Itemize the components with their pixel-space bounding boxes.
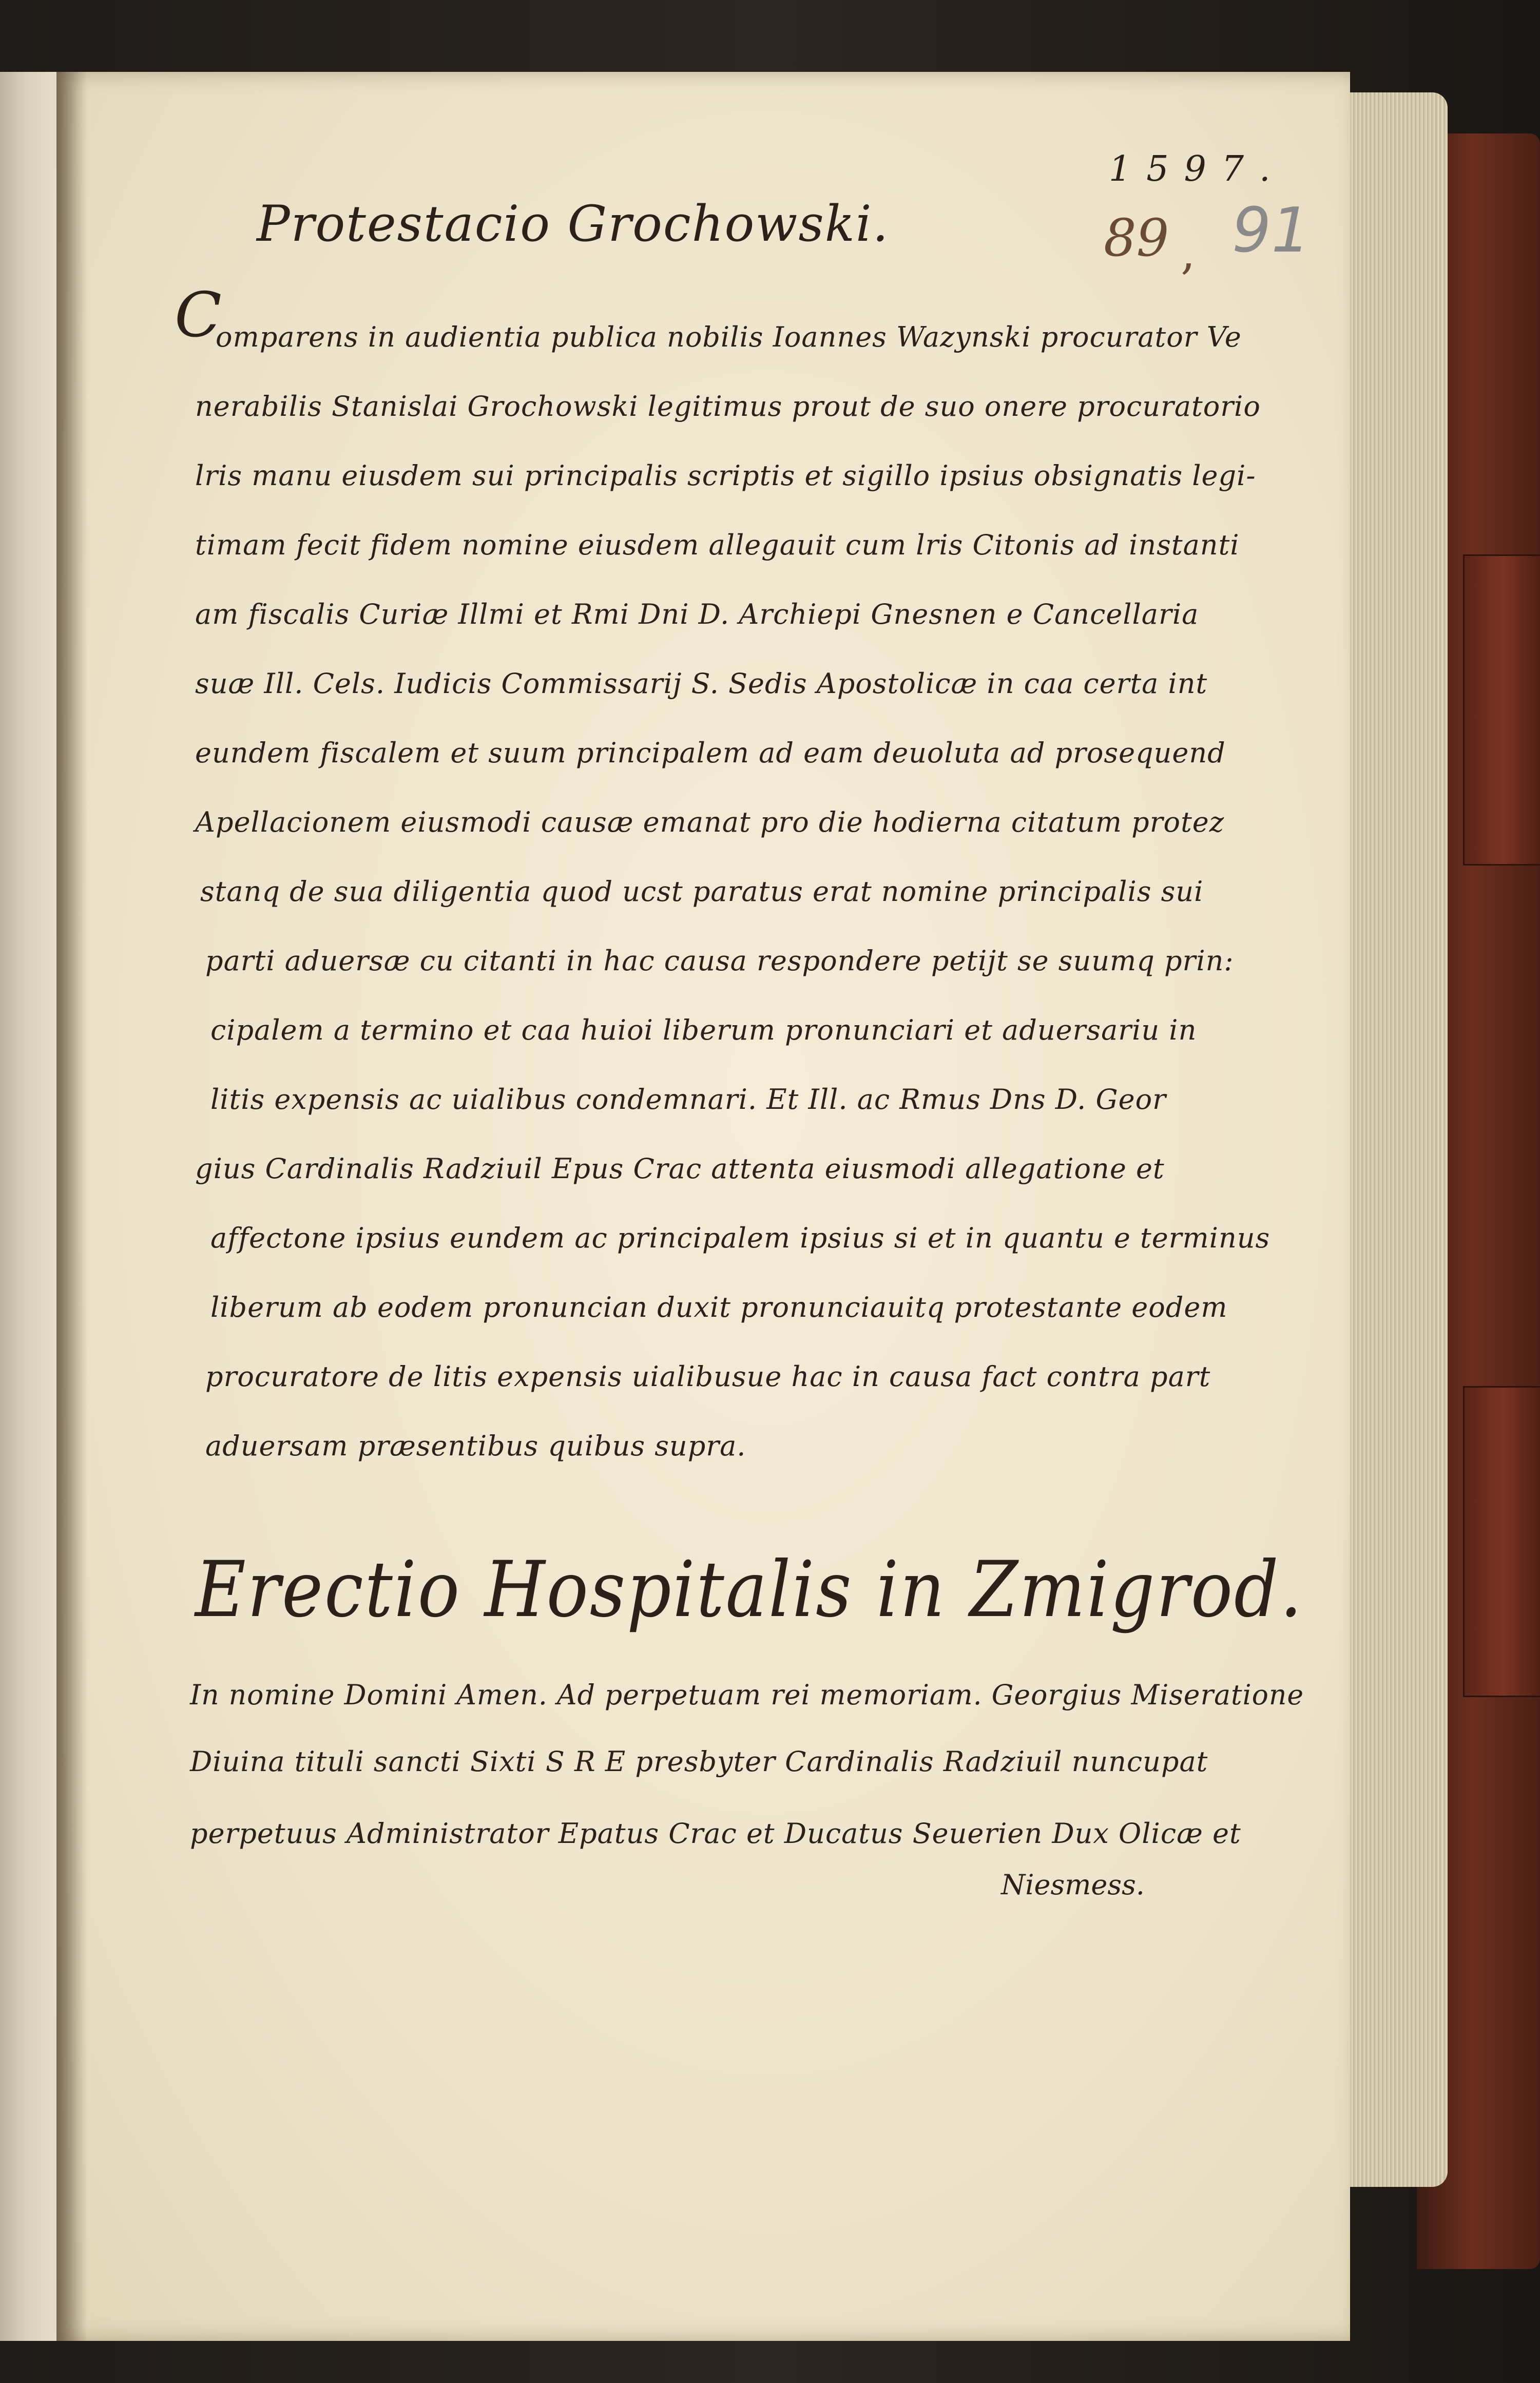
initial-letter: C (175, 280, 222, 351)
text-line: liberum ab eodem pronuncian duxit pronunciauitq protestante eodem (210, 1291, 1228, 1323)
folio-number-new: 91 (1232, 195, 1311, 266)
text-line: Diuina tituli sancti Sixti S R E presbyter Cardinalis Radziuil nuncupat (190, 1745, 1208, 1778)
section-title-erectio: Erectio Hospitalis in Zmigrod. (195, 1545, 1304, 1635)
text-line: eundem fiscalem et suum principalem ad eam deuoluta ad prosequend (195, 737, 1226, 769)
clasp-strap-lower (1463, 1386, 1540, 1697)
clasp-strap-upper (1463, 554, 1540, 866)
text-line: Apellacionem eiusmodi causæ emanat pro die hodierna citatum protez (195, 806, 1225, 838)
page-gutter-shadow (56, 72, 87, 2341)
text-line: timam fecit fidem nomine eiusdem allegauit cum lris Citonis ad instanti (195, 529, 1240, 561)
text-line: stanq de sua diligentia quod ucst paratus erat nomine principalis sui (200, 875, 1204, 908)
text-line: gius Cardinalis Radziuil Epus Crac attenta eiusmodi allegatione et (195, 1152, 1165, 1185)
text-line: aduersam præsentibus quibus supra. (205, 1430, 746, 1462)
text-line: affectone ipsius eundem ac principalem ipsius si et in quantu e terminus (210, 1222, 1270, 1254)
text-line: nerabilis Stanislai Grochowski legitimus prout de suo onere procuratorio (195, 390, 1261, 422)
text-line: omparens in audientia publica nobilis Ioannes Wazynski procurator Ve (216, 321, 1242, 353)
text-line: litis expensis ac uialibus condemnari. Et Ill. ac Rmus Dns D. Geor (210, 1083, 1166, 1116)
page-edges (1335, 92, 1448, 2187)
text-line: am fiscalis Curiæ Illmi et Rmi Dni D. Archiepi Gnesnen e Cancellaria (195, 598, 1199, 630)
text-line: cipalem a termino et caa huioi liberum pronunciari et aduersariu in (210, 1014, 1197, 1046)
previous-page-edge (0, 72, 64, 2341)
section-title-protestacio: Protestacio Grochowski. (257, 195, 890, 253)
text-line: perpetuus Administrator Epatus Crac et Ducatus Seuerien Dux Olicæ et (190, 1817, 1241, 1850)
text-line: procuratore de litis expensis uialibusue hac in causa fact contra part (205, 1360, 1211, 1393)
text-line: suæ Ill. Cels. Iudicis Commissarij S. Sedis Apostolicæ in caa certa int (195, 667, 1208, 700)
folio-number-old: 89 (1104, 208, 1169, 268)
year-annotation: 1597. (1109, 149, 1286, 189)
text-line: lris manu eiusdem sui principalis scriptis et sigillo ipsius obsignatis legi- (195, 459, 1256, 492)
text-line: parti aduersæ cu citanti in hac causa respondere petijt se suumq prin: (205, 945, 1234, 977)
catchword: Niesmess. (1001, 1869, 1145, 1901)
folio-separator: , (1181, 226, 1196, 280)
text-line: In nomine Domini Amen. Ad perpetuam rei memoriam. Georgius Miseratione (190, 1679, 1304, 1711)
